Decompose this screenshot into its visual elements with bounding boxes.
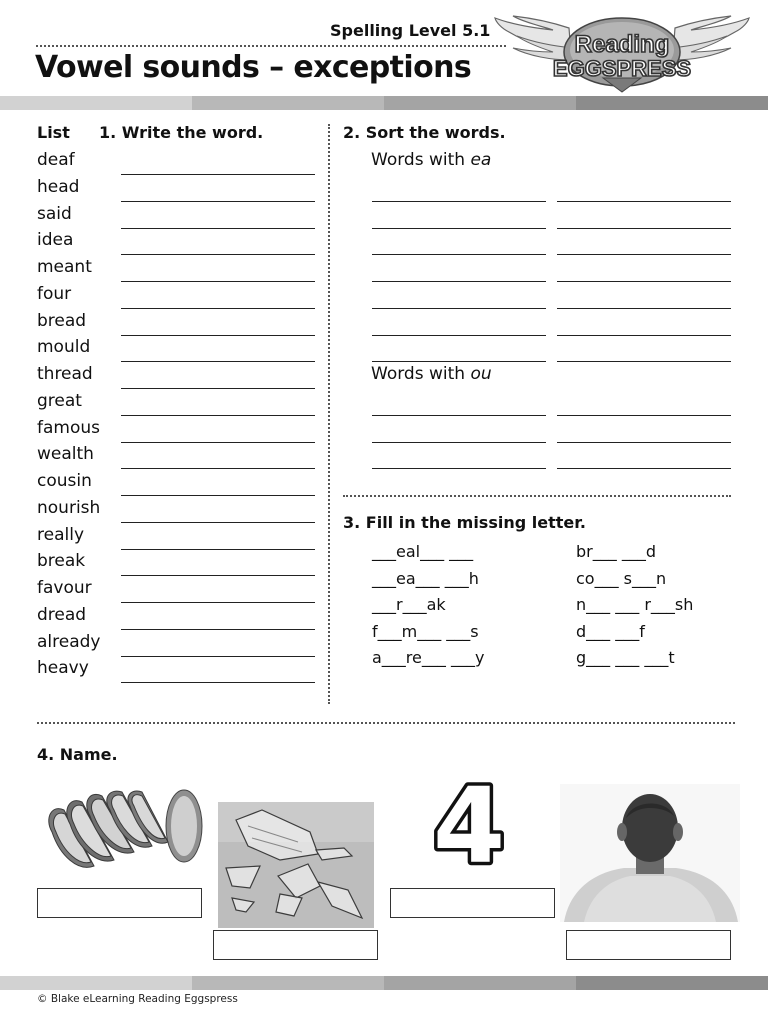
sort-ou-line[interactable] xyxy=(372,442,546,443)
list-word: deaf xyxy=(37,150,75,170)
write-word-line[interactable] xyxy=(121,682,315,683)
band-segment-4 xyxy=(576,976,768,990)
logo-eggspress-text: EGGSPRESS xyxy=(552,56,692,81)
list-word: mould xyxy=(37,337,91,358)
sort-ou-line[interactable] xyxy=(557,415,731,416)
person-answer-box[interactable] xyxy=(566,930,731,960)
list-word: thread xyxy=(37,364,93,384)
list-word: four xyxy=(37,283,72,304)
band-segment-4 xyxy=(576,96,768,110)
section3-divider xyxy=(343,495,731,497)
ea-label-pattern: ea xyxy=(470,150,492,170)
header-dotted-rule xyxy=(36,45,506,47)
write-word-line[interactable] xyxy=(121,281,315,282)
sort-ea-line[interactable] xyxy=(372,228,546,229)
list-word: favour xyxy=(37,578,92,598)
sort-ea-line[interactable] xyxy=(557,361,731,362)
write-word-line[interactable] xyxy=(121,522,315,523)
bread-answer-box[interactable] xyxy=(37,888,202,918)
sliced-bread-picture xyxy=(34,786,204,876)
sort-ea-line[interactable] xyxy=(557,281,731,282)
logo-reading-text: Reading xyxy=(574,31,670,58)
broken-glass-picture xyxy=(218,802,374,928)
write-word-line[interactable] xyxy=(121,602,315,603)
write-word-line[interactable] xyxy=(121,629,315,630)
section4-divider xyxy=(37,722,735,724)
write-word-line[interactable] xyxy=(121,388,315,389)
fill-in-item[interactable]: f___m___ ___s xyxy=(372,621,479,641)
fill-in-item[interactable]: br___ ___d xyxy=(576,542,656,561)
sort-ou-line[interactable] xyxy=(557,468,731,469)
four-answer-box[interactable] xyxy=(390,888,555,918)
words-with-ou-label xyxy=(371,364,492,384)
sort-ou-line[interactable] xyxy=(372,468,546,469)
sort-ea-line[interactable] xyxy=(557,335,731,336)
list-word: nourish xyxy=(37,497,101,518)
write-word-line[interactable] xyxy=(121,415,315,416)
write-word-line[interactable] xyxy=(121,201,315,202)
level-label: Spelling Level 5.1 xyxy=(330,21,491,40)
sort-ea-line[interactable] xyxy=(372,201,546,202)
ou-label-prefix: Words with xyxy=(371,364,471,384)
sort-ea-line[interactable] xyxy=(557,254,731,255)
band-segment-2 xyxy=(192,976,384,990)
fill-in-item[interactable]: co___ s___n xyxy=(576,568,667,588)
write-word-line[interactable] xyxy=(121,549,315,550)
fill-in-item[interactable]: ___ea___ ___h xyxy=(372,568,479,588)
list-word: break xyxy=(37,551,86,572)
write-word-line[interactable] xyxy=(121,468,315,469)
band-segment-1 xyxy=(0,96,192,110)
list-word: head xyxy=(37,176,80,197)
band-segment-3 xyxy=(384,96,576,110)
sort-ea-line[interactable] xyxy=(372,361,546,362)
column-divider xyxy=(328,124,330,704)
name-heading: 4. Name. xyxy=(37,745,118,764)
write-the-word-heading: 1. Write the word. xyxy=(99,123,264,142)
write-word-line[interactable] xyxy=(121,495,315,496)
sort-ea-line[interactable] xyxy=(372,281,546,282)
words-with-ea-label xyxy=(371,150,491,170)
list-word: bread xyxy=(37,310,87,331)
bottom-color-band xyxy=(0,976,768,990)
sort-ea-line[interactable] xyxy=(557,201,731,202)
write-word-line[interactable] xyxy=(121,228,315,229)
sort-the-words-heading: 2. Sort the words. xyxy=(343,123,506,142)
sort-ea-line[interactable] xyxy=(372,335,546,336)
list-word: idea xyxy=(37,230,74,251)
fill-in-item[interactable]: a___re___ ___y xyxy=(372,648,485,668)
write-word-line[interactable] xyxy=(121,174,315,175)
list-word: wealth xyxy=(37,444,94,465)
list-word: already xyxy=(37,631,101,652)
list-word: great xyxy=(37,390,82,411)
worksheet-title: Vowel sounds – exceptions xyxy=(35,50,472,85)
ou-label-pattern: ou xyxy=(470,364,492,384)
sort-ea-line[interactable] xyxy=(557,308,731,309)
fill-in-item[interactable]: g___ ___ ___t xyxy=(576,648,675,668)
list-word: cousin xyxy=(37,471,92,491)
number-four-glyph: 4 xyxy=(432,778,506,870)
sort-ea-line[interactable] xyxy=(372,254,546,255)
number-four-picture xyxy=(430,778,508,870)
list-word: heavy xyxy=(37,658,89,679)
fill-in-item[interactable]: ___eal___ ___ xyxy=(372,542,474,561)
write-word-line[interactable] xyxy=(121,442,315,443)
glass-answer-box[interactable] xyxy=(213,930,378,960)
person-from-behind-picture xyxy=(560,784,740,922)
write-word-line[interactable] xyxy=(121,308,315,309)
write-word-line[interactable] xyxy=(121,254,315,255)
fill-missing-letter-heading: 3. Fill in the missing letter. xyxy=(343,513,586,532)
band-segment-1 xyxy=(0,976,192,990)
top-color-band xyxy=(0,96,768,110)
ea-label-prefix: Words with xyxy=(371,150,471,170)
list-word: dread xyxy=(37,604,87,625)
write-word-line[interactable] xyxy=(121,361,315,362)
sort-ou-line[interactable] xyxy=(372,415,546,416)
sort-ea-line[interactable] xyxy=(372,308,546,309)
fill-in-item[interactable]: ___r___ak xyxy=(372,595,446,615)
write-word-line[interactable] xyxy=(121,575,315,576)
copyright-footer: © Blake eLearning Reading Eggspress xyxy=(37,993,238,1005)
band-segment-2 xyxy=(192,96,384,110)
write-word-line[interactable] xyxy=(121,335,315,336)
list-heading: List xyxy=(37,123,70,142)
sort-ea-line[interactable] xyxy=(557,228,731,229)
list-word: really xyxy=(37,524,84,545)
band-segment-3 xyxy=(384,976,576,990)
fill-in-item[interactable]: d___ ___f xyxy=(576,621,645,641)
list-word: meant xyxy=(37,257,92,277)
write-word-line[interactable] xyxy=(121,656,315,657)
sort-ou-line[interactable] xyxy=(557,442,731,443)
fill-in-item[interactable]: n___ ___ r___sh xyxy=(576,595,694,615)
list-word: famous xyxy=(37,417,100,438)
list-word: said xyxy=(37,203,72,224)
reading-eggspress-logo xyxy=(493,10,751,95)
